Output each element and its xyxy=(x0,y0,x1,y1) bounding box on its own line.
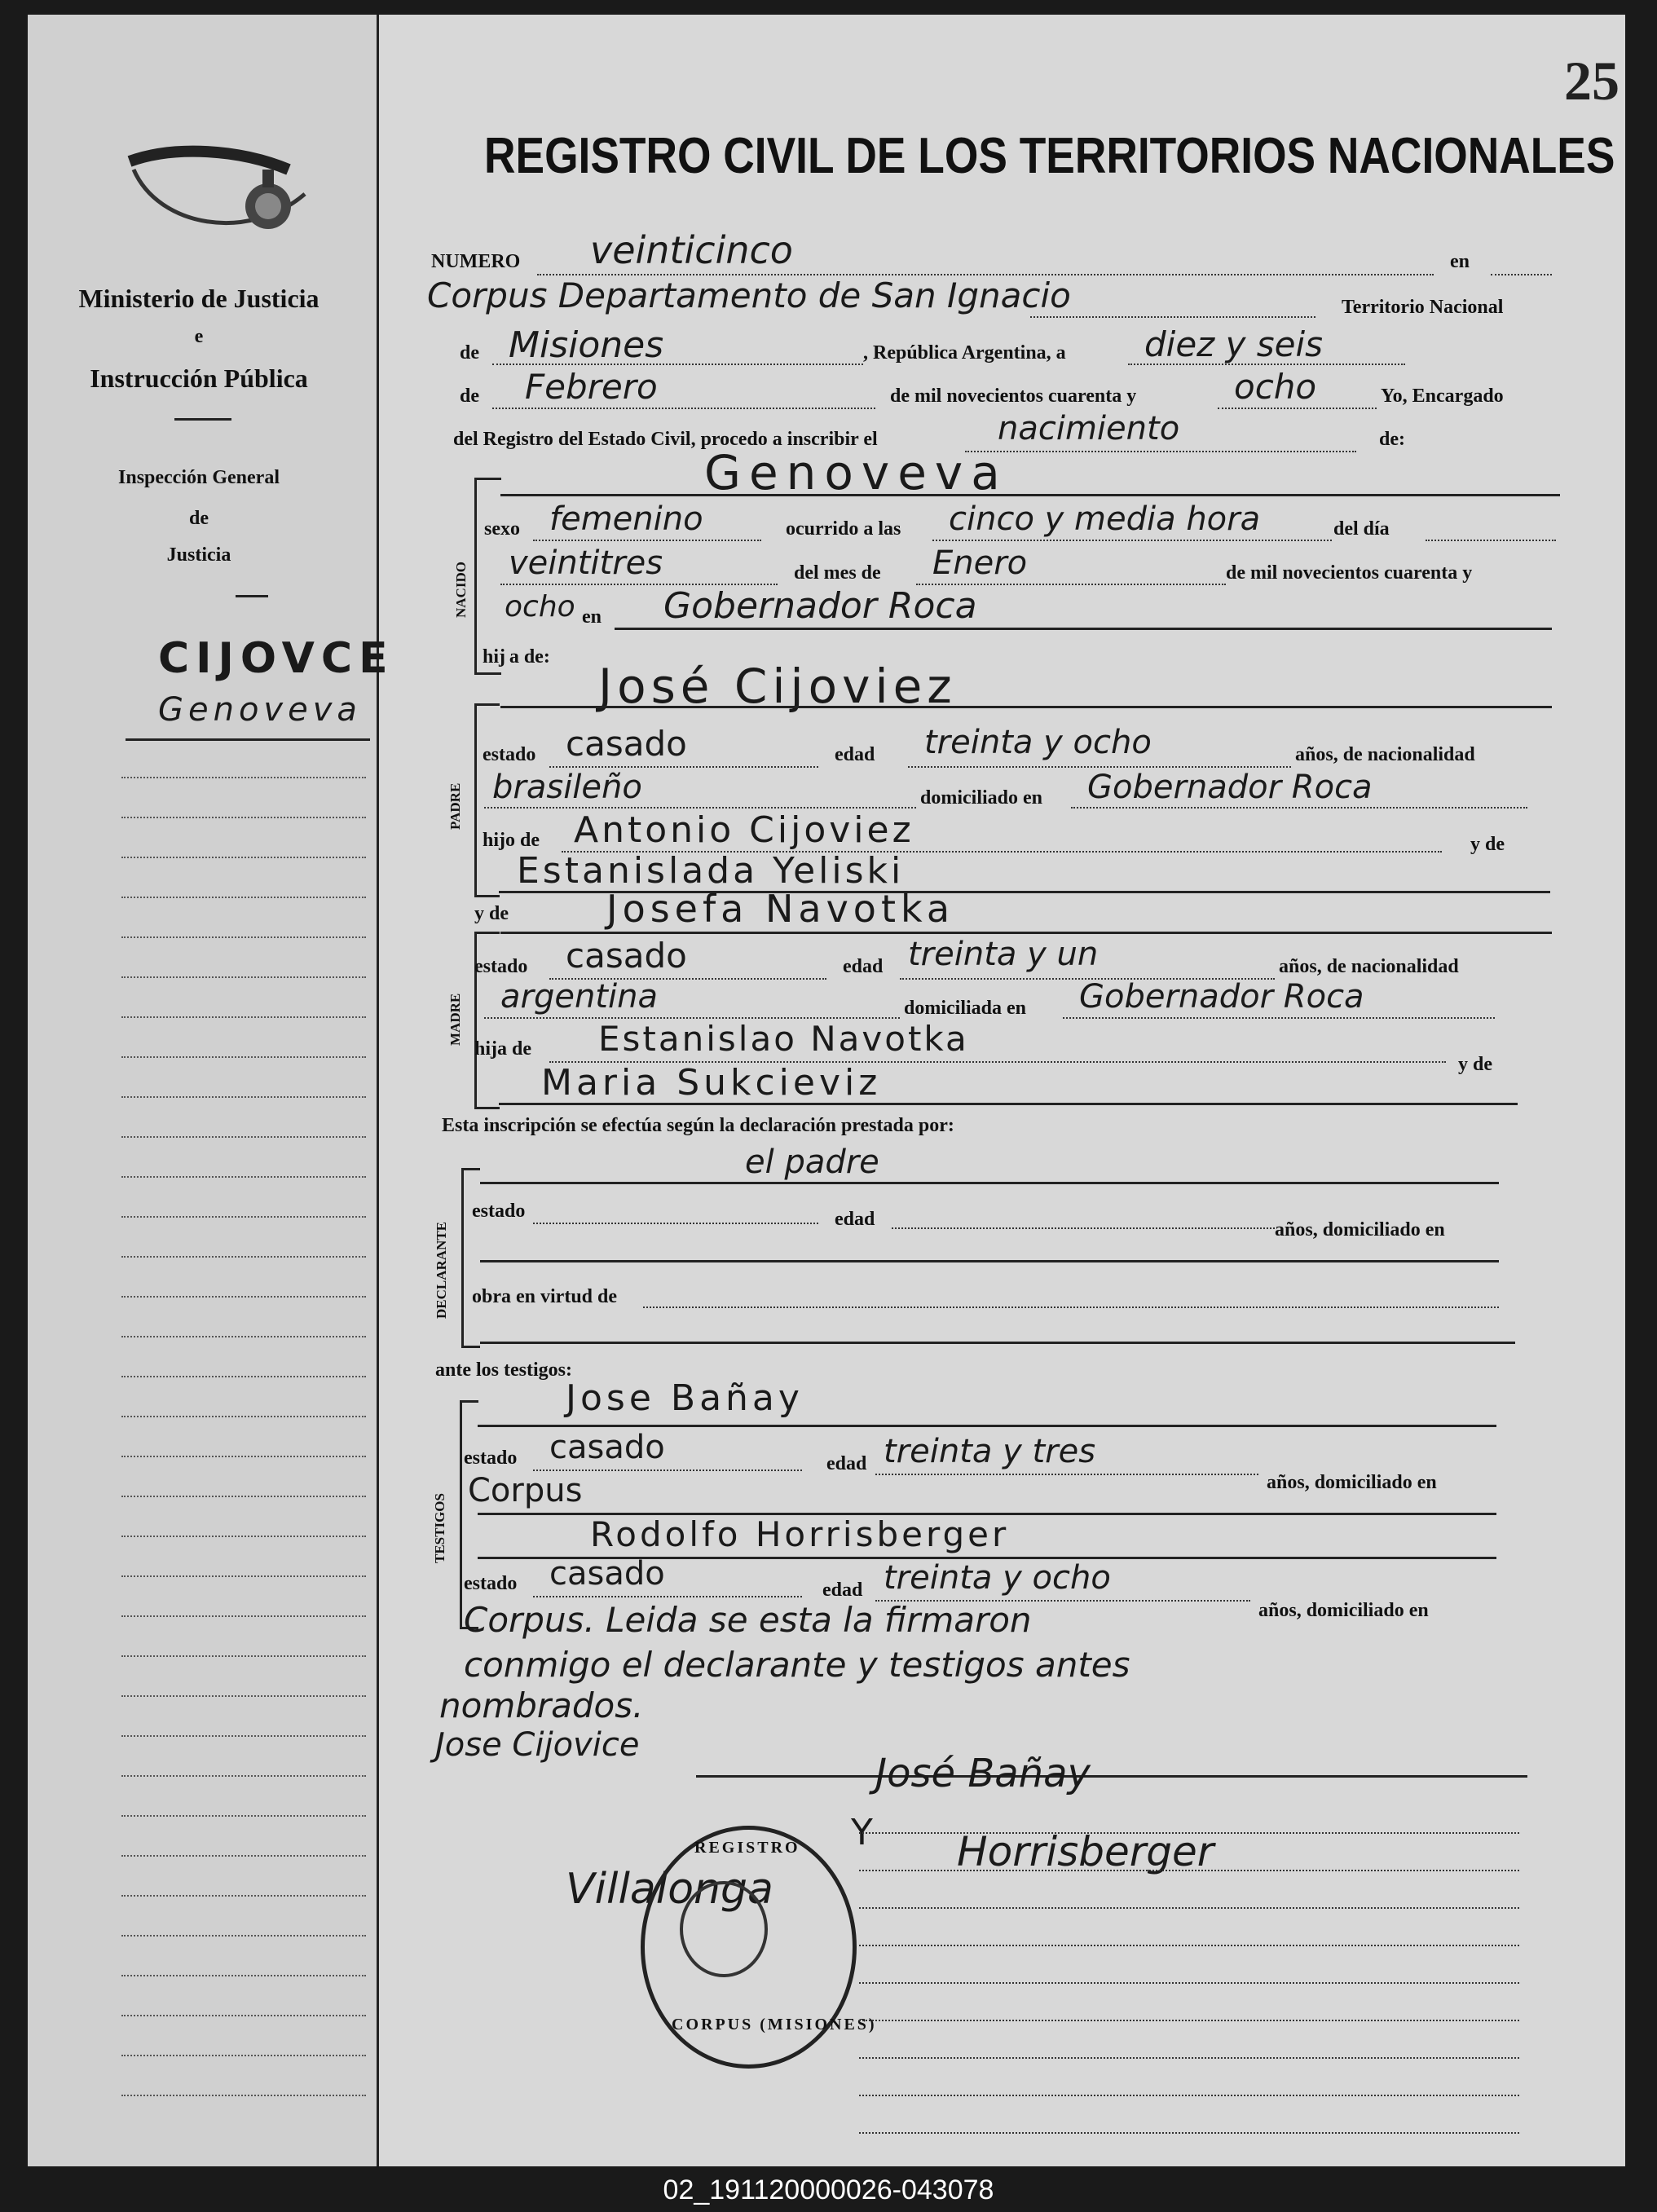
form-title: REGISTRO CIVIL DE LOS TERRITORIOS NACIONALES xyxy=(484,128,1615,184)
line xyxy=(1063,1017,1495,1019)
ruled-line xyxy=(121,1296,366,1298)
line xyxy=(533,1470,802,1471)
hw-dia-nac: veintitres xyxy=(509,544,663,582)
ruled-line xyxy=(121,1815,366,1817)
label-anos-nacionalidad: años, de nacionalidad xyxy=(1279,956,1459,977)
line xyxy=(484,807,916,809)
line xyxy=(875,1474,1258,1475)
label-sexo: sexo xyxy=(484,518,520,540)
ruled-line xyxy=(859,1870,1519,1871)
hw-cierre-2: conmigo el declarante y testigos antes xyxy=(464,1645,1130,1685)
ministry-line-3: Instrucción Pública xyxy=(90,364,308,393)
ruled-line xyxy=(121,2095,366,2096)
ministry-line-1: Ministerio de Justicia xyxy=(78,284,320,313)
ruled-line xyxy=(121,1016,366,1018)
label-del-mes: del mes de xyxy=(794,562,881,584)
line xyxy=(480,1342,1515,1344)
line xyxy=(500,494,1560,496)
label-ocurrido: ocurrido a las xyxy=(786,518,901,540)
ruled-line xyxy=(859,1982,1519,1984)
ruled-line xyxy=(121,1376,366,1377)
ruled-line xyxy=(121,1336,366,1337)
ruled-line xyxy=(859,2132,1519,2134)
line xyxy=(478,1425,1496,1427)
line xyxy=(696,1775,1527,1778)
hw-abuela-paterna: Estanislada Yeliski xyxy=(517,850,905,892)
ruled-line xyxy=(121,1536,366,1537)
hw-madre-estado: casado xyxy=(566,936,687,976)
hw-testigo2-edad: treinta y ocho xyxy=(884,1559,1111,1597)
label-anos-domiciliado: años, domiciliado en xyxy=(1258,1600,1429,1621)
hw-lugar-nac: Gobernador Roca xyxy=(663,585,977,627)
ruled-line xyxy=(859,2095,1519,2096)
ruled-line xyxy=(121,1775,366,1777)
image-caption: 02_191120000026-043078 xyxy=(663,2175,994,2205)
ruled-line xyxy=(121,936,366,938)
ruled-line xyxy=(121,817,366,818)
hw-nombre: Genoveva xyxy=(704,445,1008,500)
ministry-line-2: e xyxy=(194,326,204,347)
label-anos-domiciliado: años, domiciliado en xyxy=(1267,1472,1437,1493)
line xyxy=(500,932,1552,934)
hw-hora: cinco y media hora xyxy=(949,500,1261,538)
hw-padre-estado: casado xyxy=(566,724,687,764)
label-esta-inscripcion: Esta inscripción se efectúa según la declaración prestada por: xyxy=(442,1115,954,1136)
hw-abuelo-materno: Estanislao Navotka xyxy=(598,1019,969,1059)
hw-abuela-materna: Maria Sukcieviz xyxy=(541,1062,882,1104)
ruled-line xyxy=(859,2020,1519,2021)
line xyxy=(892,1227,1275,1229)
hw-abuelo-paterno: Antonio Cijoviez xyxy=(574,809,914,851)
side-label-nacido: NACIDO xyxy=(453,562,469,618)
label-estado: estado xyxy=(464,1447,518,1469)
hw-numero: veinticinco xyxy=(590,228,793,272)
label-y-de: y de xyxy=(474,903,509,924)
ruled-line xyxy=(121,1216,366,1218)
side-label-padre: PADRE xyxy=(447,782,463,830)
inspection-line-3: Justicia xyxy=(166,544,231,566)
line xyxy=(533,1223,818,1224)
label-estado: estado xyxy=(464,1573,518,1594)
ruled-line xyxy=(121,1496,366,1497)
hw-testigo2: Rodolfo Horrisberger xyxy=(590,1514,1010,1554)
hw-anio-nac: ocho xyxy=(505,590,575,624)
label-del-dia: del día xyxy=(1333,518,1390,540)
ruled-line xyxy=(121,1855,366,1857)
divider xyxy=(236,595,268,597)
ruled-line xyxy=(121,1655,366,1657)
side-label-madre: MADRE xyxy=(447,993,463,1046)
line xyxy=(499,1103,1518,1105)
margin-underline xyxy=(126,738,370,741)
label-numero: NUMERO xyxy=(431,251,521,272)
ruled-line xyxy=(859,1907,1519,1909)
label-de-colon: de: xyxy=(1379,429,1405,450)
hw-anio: ocho xyxy=(1234,367,1317,407)
hw-dia: diez y seis xyxy=(1144,324,1324,364)
hw-testigo1-estado: casado xyxy=(549,1429,665,1466)
ruled-line xyxy=(121,1416,366,1417)
side-label-declarante: DECLARANTE xyxy=(434,1221,449,1319)
hw-mes-nac: Enero xyxy=(932,544,1028,582)
hw-lugar: Corpus Departamento de San Ignacio xyxy=(427,275,1071,315)
hw-madre-domicilio: Gobernador Roca xyxy=(1079,978,1364,1016)
line xyxy=(480,1260,1499,1262)
label-domiciliada: domiciliada en xyxy=(904,998,1027,1019)
signature-testigo1: José Bañay xyxy=(875,1751,1091,1796)
line xyxy=(615,628,1552,630)
label-hija-de: hij a de: xyxy=(483,646,550,668)
ruled-line xyxy=(121,2055,366,2056)
ruled-line xyxy=(121,1575,366,1577)
label-estado: estado xyxy=(472,1201,526,1222)
label-ante-testigos: ante los testigos: xyxy=(435,1359,572,1381)
hw-padre-edad: treinta y ocho xyxy=(924,724,1152,761)
label-domiciliado: domiciliado en xyxy=(920,787,1043,809)
hw-padre: José Cijoviez xyxy=(598,659,957,714)
hw-testigo1-edad: treinta y tres xyxy=(884,1433,1096,1470)
ruled-line xyxy=(121,777,366,778)
ruled-line xyxy=(121,897,366,898)
label-edad: edad xyxy=(826,1453,867,1474)
hw-firma-declarante: Jose Cijovice xyxy=(435,1726,640,1764)
hw-madre-nacionalidad: argentina xyxy=(500,978,658,1016)
ruled-line xyxy=(121,1615,366,1617)
ruled-line xyxy=(121,1935,366,1937)
line xyxy=(965,451,1356,452)
line xyxy=(492,364,863,365)
label-y-de: y de xyxy=(1470,834,1505,855)
line xyxy=(480,1182,1499,1184)
line xyxy=(492,408,875,409)
hw-testigo1-domicilio: Corpus xyxy=(468,1472,583,1509)
label-anos-domiciliado: años, domiciliado en xyxy=(1275,1219,1445,1240)
ruled-line xyxy=(859,1832,1519,1834)
hw-declarante: el padre xyxy=(745,1143,879,1181)
label-estado: estado xyxy=(483,744,536,765)
divider xyxy=(174,418,231,421)
signature-testigo2: Horrisberger xyxy=(957,1828,1214,1875)
label-y-de: y de xyxy=(1458,1054,1492,1075)
hw-madre-edad: treinta y un xyxy=(908,936,1099,973)
seal-top-text: REGISTRO xyxy=(694,1839,800,1857)
ruled-line xyxy=(121,1695,366,1697)
label-edad: edad xyxy=(835,744,875,765)
line xyxy=(1426,540,1556,541)
line xyxy=(932,540,1332,541)
label-edad: edad xyxy=(822,1580,863,1601)
inspection-line-1: Inspección General xyxy=(118,467,280,488)
ruled-line xyxy=(121,857,366,858)
label-hija-de-m: hija de xyxy=(474,1038,532,1060)
hw-cierre-3: nombrados. xyxy=(439,1685,644,1725)
hw-acto: nacimiento xyxy=(998,410,1180,447)
label-mil-novecientos-y: de mil novecientos cuarenta y xyxy=(1226,562,1473,584)
ruled-line xyxy=(121,1136,366,1138)
ruled-line xyxy=(121,1056,366,1058)
line xyxy=(500,706,1552,708)
label-yo-encargado: Yo, Encargado xyxy=(1381,386,1504,407)
signature-y: Y xyxy=(851,1812,873,1853)
side-label-testigos: TESTIGOS xyxy=(432,1493,447,1563)
ruled-line xyxy=(121,1176,366,1178)
hw-testigo1: Jose Bañay xyxy=(566,1377,804,1419)
register-page xyxy=(28,15,1625,2166)
line xyxy=(549,766,818,768)
line xyxy=(1491,274,1552,275)
line xyxy=(643,1306,1499,1308)
hw-cierre-1: Corpus. Leida se esta la firmaron xyxy=(464,1600,1032,1640)
label-mil-novecientos: de mil novecientos cuarenta y xyxy=(890,386,1137,407)
margin-given-name: Genoveva xyxy=(158,691,362,729)
line xyxy=(1071,807,1527,809)
hw-sexo: femenino xyxy=(549,500,703,538)
margin-column xyxy=(28,15,394,2166)
label-de: de xyxy=(460,342,479,364)
label-obra-en-virtud: obra en virtud de xyxy=(472,1286,618,1307)
label-estado: estado xyxy=(474,956,528,977)
hw-testigo2-estado: casado xyxy=(549,1555,665,1593)
label-edad: edad xyxy=(843,956,884,977)
bracket-nacido xyxy=(474,478,501,675)
line xyxy=(1218,408,1377,409)
margin-surname: CIJOVCE xyxy=(158,634,394,683)
label-republica: , República Argentina, a xyxy=(863,342,1066,364)
inspection-line-2: de xyxy=(189,508,209,529)
seal-bottom-text: CORPUS (MISIONES) xyxy=(672,2016,877,2034)
label-del-registro: del Registro del Estado Civil, procedo a inscribir el xyxy=(453,429,878,450)
ruled-line xyxy=(121,1256,366,1258)
ruled-line xyxy=(121,2015,366,2016)
ruled-line xyxy=(121,976,366,978)
label-edad: edad xyxy=(835,1209,875,1230)
page-number: 25 xyxy=(1564,50,1620,112)
coat-of-arms-icon xyxy=(126,137,321,259)
ruled-line xyxy=(859,1945,1519,1946)
hw-territorio: Misiones xyxy=(509,324,664,366)
line xyxy=(1128,364,1405,365)
label-de: de xyxy=(460,386,479,407)
bracket-declarante xyxy=(461,1168,480,1348)
ruled-line xyxy=(121,1895,366,1897)
hw-madre: Josefa Navotka xyxy=(606,887,955,931)
ruled-line xyxy=(121,1096,366,1098)
signature-encargado: Villalonga xyxy=(566,1865,773,1914)
ruled-line xyxy=(121,1456,366,1457)
label-hijo-de: hijo de xyxy=(483,830,540,851)
label-territorio: Territorio Nacional xyxy=(1342,297,1504,318)
hw-padre-domicilio: Gobernador Roca xyxy=(1087,769,1373,806)
line xyxy=(533,540,761,541)
line xyxy=(1030,316,1315,318)
line xyxy=(908,766,1291,768)
ruled-line xyxy=(121,1975,366,1976)
hw-mes: Febrero xyxy=(525,367,658,407)
seal-emblem xyxy=(680,1881,768,1977)
hw-padre-nacionalidad: brasileño xyxy=(492,769,642,806)
label-en: en xyxy=(1450,251,1470,272)
line xyxy=(533,1596,802,1597)
label-anos-nacionalidad: años, de nacionalidad xyxy=(1295,744,1475,765)
ruled-line xyxy=(859,2057,1519,2059)
ruled-line xyxy=(121,1735,366,1737)
label-en: en xyxy=(582,606,602,628)
